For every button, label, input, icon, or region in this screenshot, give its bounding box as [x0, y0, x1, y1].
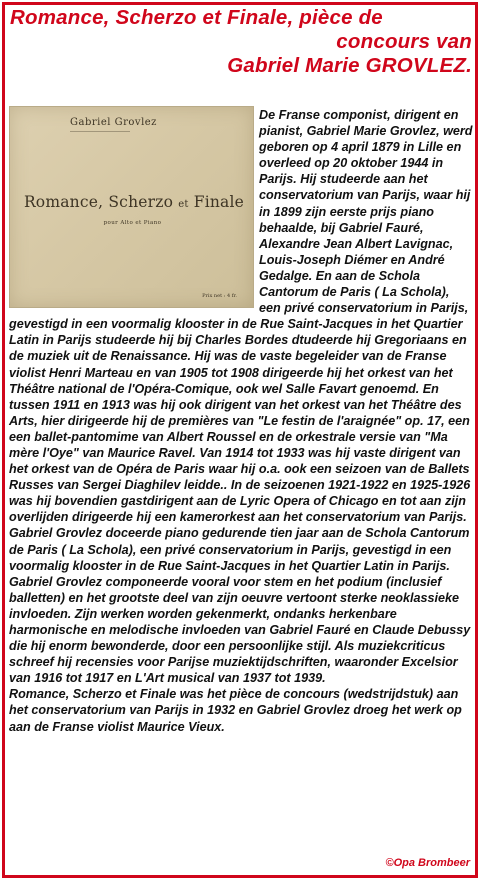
title-line-3: Gabriel Marie GROVLEZ. [227, 54, 472, 77]
cover-work-et: et [178, 199, 189, 210]
image-spacer [9, 107, 259, 309]
paragraph-biography: De Franse componist, dirigent en pianist, Gabriel Marie Grovlez, werd geboren op 4 april 1879 in Lille en overleed op 20 oktober 1944 in Parijs. Hij studeerde aan het conservatorium van Parijs, waar hij in 1899 zijn eerste prijs piano behaalde, bij Gabriel Fauré, Alexandre Jean Albert Lavignac, Louis-Joseph Diémer en André Gedalge. En aan de Schola Cantorum de Paris ( La Schola), een privé conservatorium in Parijs, gevestigd in een voormalig klooster in de Rue Saint-Jacques in het Quartier Latin in Parijs studeerde hij bij Charles Bordes dtudeerde hij Gregoriaans en de muziek uit de Renaissance. Hij was de vaste begeleider van de Franse violist Henri Marteau en van 1905 tot 1908 dirigeerde hij het orkest van het Théâtre national de l'Opéra-Comique, ook wel Salle Favart genoemd. En tussen 1911 en 1913 was hij ook dirigent van het orkest van het Théâtre des Arts, hier dirigeerde hij de premières van "Le festin de l'araignée" op. 17, een een ballet-pantomime van Albert Roussel en de orkestrale versie van "Ma mère l'Oye" van Maurice Ravel. Van 1914 tot 1933 was hij vaste dirigent van het orkest van de Opéra de Paris waar hij o.a. ook een seizoen van de Ballets Russes van Sergei Diaghilev leidde.. In de seizoenen 1921-1922 en 1925-1926 was hij bovendien gastdirigent aan de Lyric Opera of Chicago en tot aan zijn overlijden dirigeerde hij een kamerorkest aan het conservatorium van Parijs. [9, 108, 473, 525]
cover-composer: Gabriel Grovlez [70, 117, 157, 128]
paragraph-teaching: Gabriel Grovlez doceerde piano gedurende tien jaar aan de Schola Cantorum de Paris ( La Schola), een privé conservatorium in Parijs, gevestigd in een voormalig klooster in de Rue Saint-Jacques in het Quartier Latin in Parijs. [9, 526, 470, 573]
copyright-notice: ©Opa Brombeer [385, 857, 470, 869]
article-body [9, 107, 473, 735]
title-line-2: concours van [336, 30, 472, 53]
page-title [10, 6, 472, 78]
title-line-1: Romance, Scherzo et Finale, pièce de [10, 6, 383, 29]
paragraph-concours: Romance, Scherzo et Finale was het pièce de concours (wedstrijdstuk) aan het conservatorium van Parijs in 1932 en Gabriel Grovlez droeg het werk op aan de Franse violist Maurice Vieux. [9, 687, 462, 734]
cover-work-part-1: Romance, Scherzo [23, 193, 174, 211]
cover-work-part-2: Finale [193, 193, 245, 211]
cover-price: Prix net : 4 fr. [202, 293, 237, 299]
cover-instrumentation: pour Alto et Piano [103, 220, 162, 226]
paragraph-compositions: Gabriel Grovlez componeerde vooral voor stem en het podium (inclusief balletten) en het grootste deel van zijn oeuvre vertoont sterke neoklassieke invloeden. Zijn werken worden gekenmerkt, ondanks herkenbare harmonische en melodische invloeden van Gabriel Fauré en Claude Debussy die hij enorm bewonderde, door een persoonlijke stijl. Als muziekcriticus schreef hij recensies voor Parijse muziektijdschriften, waaronder Excelsior van 1916 tot 1917 en L'Art musical van 1937 tot 1939. [9, 574, 471, 686]
